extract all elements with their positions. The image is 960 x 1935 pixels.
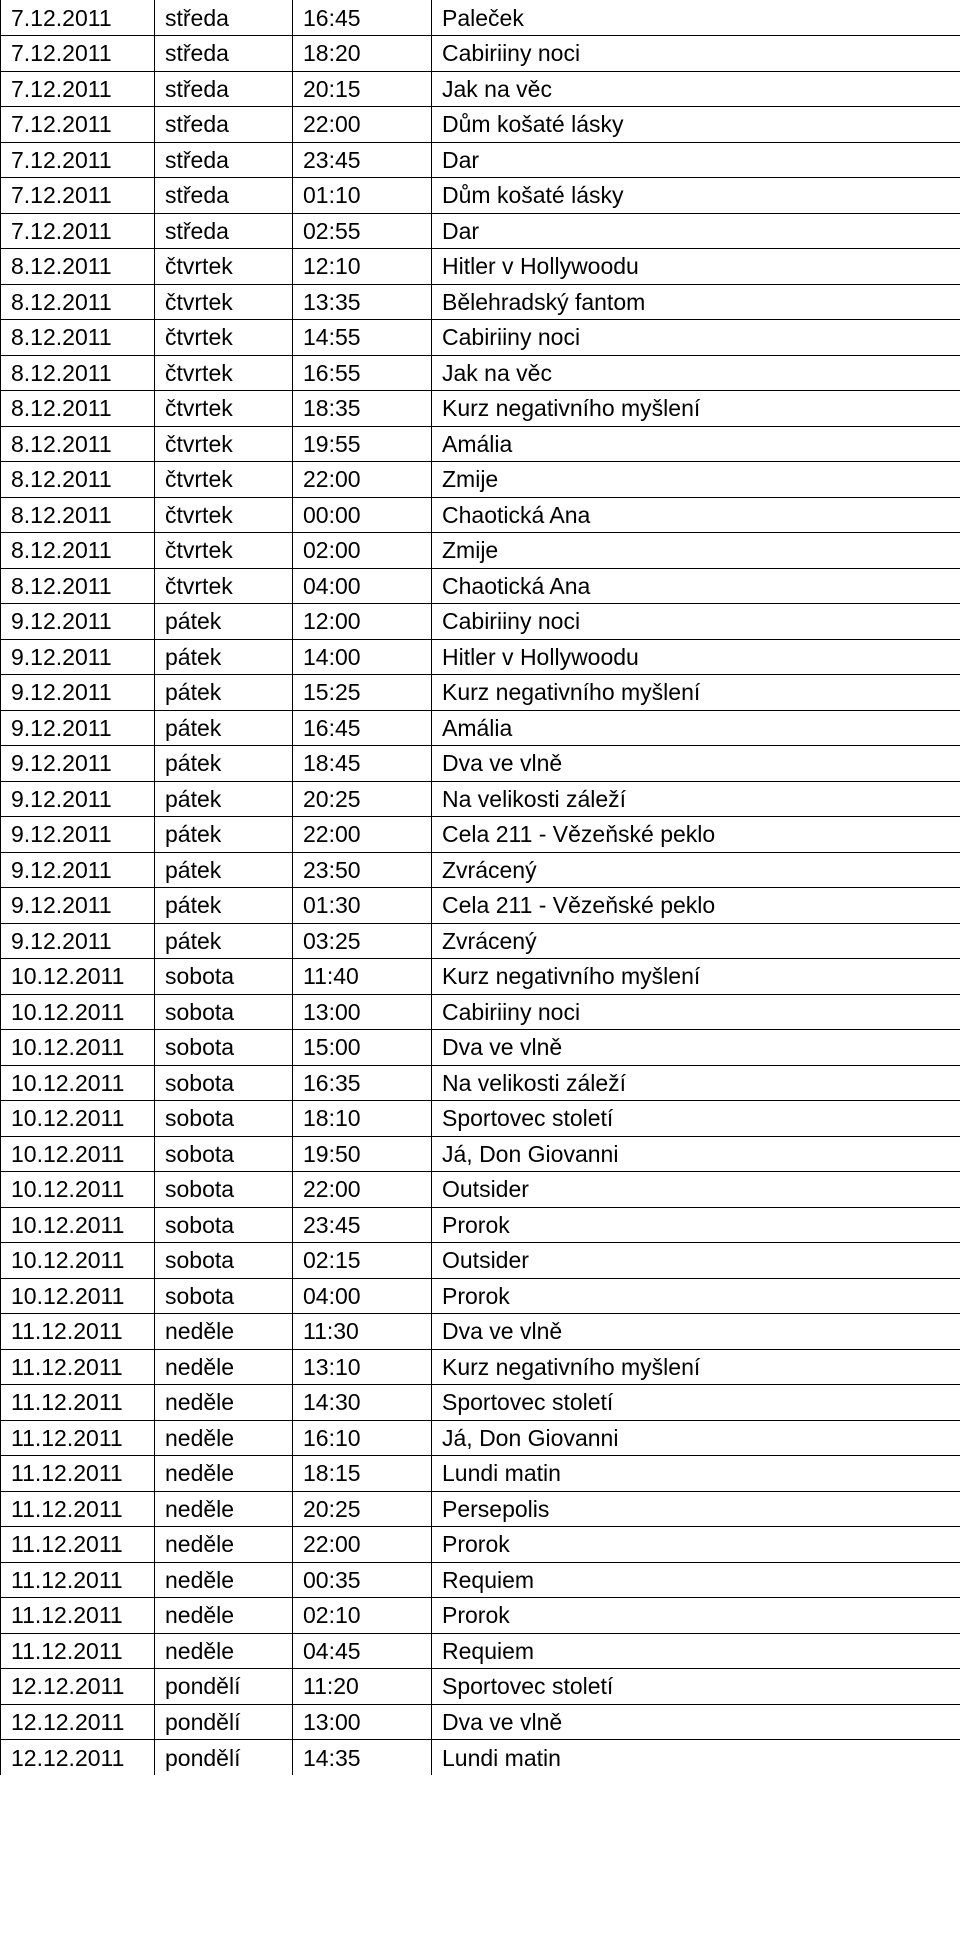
table-row bbox=[1, 1598, 960, 1634]
weekday-cell: pátek bbox=[155, 888, 293, 924]
film-title-cell: Amália bbox=[432, 426, 960, 462]
weekday-cell: čtvrtek bbox=[155, 533, 293, 569]
date-cell: 11.12.2011 bbox=[1, 1314, 155, 1350]
film-title-cell: Cabiriiny noci bbox=[432, 604, 960, 640]
film-title-cell: Jak na věc bbox=[432, 355, 960, 391]
weekday-cell: středa bbox=[155, 142, 293, 178]
time-cell: 15:00 bbox=[293, 1030, 432, 1066]
table-row bbox=[1, 675, 960, 711]
date-cell: 11.12.2011 bbox=[1, 1385, 155, 1421]
weekday-cell: středa bbox=[155, 71, 293, 107]
film-title-cell: Kurz negativního myšlení bbox=[432, 1349, 960, 1385]
date-cell: 8.12.2011 bbox=[1, 320, 155, 356]
time-cell: 16:45 bbox=[293, 0, 432, 36]
date-cell: 12.12.2011 bbox=[1, 1669, 155, 1705]
table-row bbox=[1, 1420, 960, 1456]
date-cell: 8.12.2011 bbox=[1, 249, 155, 285]
table-row bbox=[1, 746, 960, 782]
table-row bbox=[1, 1349, 960, 1385]
table-row bbox=[1, 1740, 960, 1776]
film-title-cell: Bělehradský fantom bbox=[432, 284, 960, 320]
film-title-cell: Dům košaté lásky bbox=[432, 107, 960, 143]
date-cell: 11.12.2011 bbox=[1, 1527, 155, 1563]
weekday-cell: neděle bbox=[155, 1527, 293, 1563]
table-row bbox=[1, 1704, 960, 1740]
weekday-cell: sobota bbox=[155, 1172, 293, 1208]
weekday-cell: středa bbox=[155, 36, 293, 72]
film-title-cell: Dva ve vlně bbox=[432, 746, 960, 782]
time-cell: 11:20 bbox=[293, 1669, 432, 1705]
table-row bbox=[1, 178, 960, 214]
time-cell: 13:10 bbox=[293, 1349, 432, 1385]
film-title-cell: Prorok bbox=[432, 1278, 960, 1314]
time-cell: 01:30 bbox=[293, 888, 432, 924]
table-row bbox=[1, 249, 960, 285]
time-cell: 22:00 bbox=[293, 1527, 432, 1563]
film-title-cell: Dva ve vlně bbox=[432, 1704, 960, 1740]
table-row bbox=[1, 1101, 960, 1137]
weekday-cell: neděle bbox=[155, 1385, 293, 1421]
date-cell: 8.12.2011 bbox=[1, 462, 155, 498]
time-cell: 15:25 bbox=[293, 675, 432, 711]
date-cell: 8.12.2011 bbox=[1, 497, 155, 533]
weekday-cell: sobota bbox=[155, 1207, 293, 1243]
table-row bbox=[1, 994, 960, 1030]
date-cell: 7.12.2011 bbox=[1, 142, 155, 178]
table-row bbox=[1, 604, 960, 640]
time-cell: 22:00 bbox=[293, 1172, 432, 1208]
weekday-cell: čtvrtek bbox=[155, 320, 293, 356]
weekday-cell: čtvrtek bbox=[155, 391, 293, 427]
film-title-cell: Zvrácený bbox=[432, 923, 960, 959]
time-cell: 02:15 bbox=[293, 1243, 432, 1279]
weekday-cell: sobota bbox=[155, 1278, 293, 1314]
table-row bbox=[1, 1314, 960, 1350]
table-row bbox=[1, 1172, 960, 1208]
film-title-cell: Kurz negativního myšlení bbox=[432, 391, 960, 427]
weekday-cell: neděle bbox=[155, 1314, 293, 1350]
date-cell: 7.12.2011 bbox=[1, 178, 155, 214]
film-title-cell: Dva ve vlně bbox=[432, 1314, 960, 1350]
table-row bbox=[1, 1633, 960, 1669]
date-cell: 10.12.2011 bbox=[1, 959, 155, 995]
film-title-cell: Amália bbox=[432, 710, 960, 746]
date-cell: 9.12.2011 bbox=[1, 675, 155, 711]
film-title-cell: Outsider bbox=[432, 1172, 960, 1208]
weekday-cell: pátek bbox=[155, 923, 293, 959]
weekday-cell: neděle bbox=[155, 1598, 293, 1634]
film-title-cell: Jak na věc bbox=[432, 71, 960, 107]
table-row bbox=[1, 71, 960, 107]
film-title-cell: Dar bbox=[432, 213, 960, 249]
date-cell: 9.12.2011 bbox=[1, 852, 155, 888]
table-row bbox=[1, 1456, 960, 1492]
table-row bbox=[1, 852, 960, 888]
date-cell: 7.12.2011 bbox=[1, 36, 155, 72]
film-title-cell: Paleček bbox=[432, 0, 960, 36]
film-title-cell: Cabiriiny noci bbox=[432, 994, 960, 1030]
date-cell: 8.12.2011 bbox=[1, 426, 155, 462]
table-row bbox=[1, 639, 960, 675]
date-cell: 11.12.2011 bbox=[1, 1491, 155, 1527]
schedule-body bbox=[1, 0, 960, 1775]
table-row bbox=[1, 1136, 960, 1172]
weekday-cell: neděle bbox=[155, 1349, 293, 1385]
time-cell: 20:25 bbox=[293, 781, 432, 817]
film-title-cell: Sportovec století bbox=[432, 1101, 960, 1137]
date-cell: 11.12.2011 bbox=[1, 1562, 155, 1598]
date-cell: 10.12.2011 bbox=[1, 1172, 155, 1208]
weekday-cell: pátek bbox=[155, 675, 293, 711]
film-title-cell: Já, Don Giovanni bbox=[432, 1420, 960, 1456]
date-cell: 9.12.2011 bbox=[1, 817, 155, 853]
film-title-cell: Dva ve vlně bbox=[432, 1030, 960, 1066]
table-row bbox=[1, 497, 960, 533]
time-cell: 20:15 bbox=[293, 71, 432, 107]
weekday-cell: čtvrtek bbox=[155, 497, 293, 533]
film-title-cell: Requiem bbox=[432, 1562, 960, 1598]
table-row bbox=[1, 817, 960, 853]
film-title-cell: Outsider bbox=[432, 1243, 960, 1279]
film-title-cell: Dar bbox=[432, 142, 960, 178]
weekday-cell: sobota bbox=[155, 1136, 293, 1172]
date-cell: 12.12.2011 bbox=[1, 1740, 155, 1776]
date-cell: 9.12.2011 bbox=[1, 923, 155, 959]
weekday-cell: čtvrtek bbox=[155, 249, 293, 285]
time-cell: 23:50 bbox=[293, 852, 432, 888]
film-title-cell: Requiem bbox=[432, 1633, 960, 1669]
time-cell: 18:20 bbox=[293, 36, 432, 72]
table-row bbox=[1, 1030, 960, 1066]
weekday-cell: středa bbox=[155, 107, 293, 143]
weekday-cell: pátek bbox=[155, 852, 293, 888]
film-title-cell: Zmije bbox=[432, 533, 960, 569]
weekday-cell: sobota bbox=[155, 1243, 293, 1279]
time-cell: 16:55 bbox=[293, 355, 432, 391]
weekday-cell: neděle bbox=[155, 1491, 293, 1527]
table-row bbox=[1, 107, 960, 143]
time-cell: 04:00 bbox=[293, 568, 432, 604]
weekday-cell: pátek bbox=[155, 746, 293, 782]
table-row bbox=[1, 0, 960, 36]
time-cell: 01:10 bbox=[293, 178, 432, 214]
time-cell: 18:35 bbox=[293, 391, 432, 427]
table-row bbox=[1, 1243, 960, 1279]
weekday-cell: sobota bbox=[155, 1030, 293, 1066]
table-row bbox=[1, 1385, 960, 1421]
weekday-cell: čtvrtek bbox=[155, 462, 293, 498]
time-cell: 20:25 bbox=[293, 1491, 432, 1527]
weekday-cell: středa bbox=[155, 213, 293, 249]
date-cell: 7.12.2011 bbox=[1, 107, 155, 143]
weekday-cell: sobota bbox=[155, 994, 293, 1030]
date-cell: 11.12.2011 bbox=[1, 1349, 155, 1385]
time-cell: 13:00 bbox=[293, 1704, 432, 1740]
table-row bbox=[1, 959, 960, 995]
weekday-cell: středa bbox=[155, 0, 293, 36]
time-cell: 04:45 bbox=[293, 1633, 432, 1669]
weekday-cell: sobota bbox=[155, 959, 293, 995]
weekday-cell: středa bbox=[155, 178, 293, 214]
table-row bbox=[1, 781, 960, 817]
film-title-cell: Chaotická Ana bbox=[432, 497, 960, 533]
film-title-cell: Hitler v Hollywoodu bbox=[432, 249, 960, 285]
time-cell: 18:10 bbox=[293, 1101, 432, 1137]
weekday-cell: čtvrtek bbox=[155, 355, 293, 391]
weekday-cell: sobota bbox=[155, 1101, 293, 1137]
time-cell: 16:10 bbox=[293, 1420, 432, 1456]
time-cell: 11:40 bbox=[293, 959, 432, 995]
time-cell: 18:45 bbox=[293, 746, 432, 782]
weekday-cell: pátek bbox=[155, 639, 293, 675]
weekday-cell: pondělí bbox=[155, 1704, 293, 1740]
table-row bbox=[1, 284, 960, 320]
time-cell: 13:35 bbox=[293, 284, 432, 320]
date-cell: 11.12.2011 bbox=[1, 1456, 155, 1492]
film-title-cell: Lundi matin bbox=[432, 1456, 960, 1492]
weekday-cell: neděle bbox=[155, 1456, 293, 1492]
time-cell: 22:00 bbox=[293, 462, 432, 498]
table-row bbox=[1, 923, 960, 959]
film-title-cell: Sportovec století bbox=[432, 1669, 960, 1705]
film-title-cell: Cela 211 - Vězeňské peklo bbox=[432, 888, 960, 924]
film-title-cell: Na velikosti záleží bbox=[432, 781, 960, 817]
date-cell: 8.12.2011 bbox=[1, 533, 155, 569]
weekday-cell: neděle bbox=[155, 1562, 293, 1598]
date-cell: 11.12.2011 bbox=[1, 1633, 155, 1669]
weekday-cell: pondělí bbox=[155, 1669, 293, 1705]
table-row bbox=[1, 1065, 960, 1101]
time-cell: 19:50 bbox=[293, 1136, 432, 1172]
table-row bbox=[1, 391, 960, 427]
time-cell: 11:30 bbox=[293, 1314, 432, 1350]
date-cell: 12.12.2011 bbox=[1, 1704, 155, 1740]
date-cell: 10.12.2011 bbox=[1, 1207, 155, 1243]
time-cell: 00:35 bbox=[293, 1562, 432, 1598]
table-row bbox=[1, 568, 960, 604]
date-cell: 9.12.2011 bbox=[1, 746, 155, 782]
time-cell: 03:25 bbox=[293, 923, 432, 959]
table-row bbox=[1, 426, 960, 462]
time-cell: 22:00 bbox=[293, 817, 432, 853]
date-cell: 9.12.2011 bbox=[1, 710, 155, 746]
table-row bbox=[1, 1207, 960, 1243]
film-title-cell: Prorok bbox=[432, 1207, 960, 1243]
time-cell: 04:00 bbox=[293, 1278, 432, 1314]
weekday-cell: pátek bbox=[155, 781, 293, 817]
film-title-cell: Zmije bbox=[432, 462, 960, 498]
date-cell: 7.12.2011 bbox=[1, 0, 155, 36]
time-cell: 16:45 bbox=[293, 710, 432, 746]
film-title-cell: Persepolis bbox=[432, 1491, 960, 1527]
table-row bbox=[1, 36, 960, 72]
date-cell: 10.12.2011 bbox=[1, 1136, 155, 1172]
table-row bbox=[1, 1562, 960, 1598]
date-cell: 9.12.2011 bbox=[1, 781, 155, 817]
film-title-cell: Cabiriiny noci bbox=[432, 320, 960, 356]
table-row bbox=[1, 320, 960, 356]
weekday-cell: pátek bbox=[155, 710, 293, 746]
time-cell: 16:35 bbox=[293, 1065, 432, 1101]
date-cell: 9.12.2011 bbox=[1, 604, 155, 640]
time-cell: 02:10 bbox=[293, 1598, 432, 1634]
table-row bbox=[1, 888, 960, 924]
film-title-cell: Prorok bbox=[432, 1527, 960, 1563]
weekday-cell: čtvrtek bbox=[155, 284, 293, 320]
time-cell: 18:15 bbox=[293, 1456, 432, 1492]
table-row bbox=[1, 462, 960, 498]
date-cell: 10.12.2011 bbox=[1, 1101, 155, 1137]
table-row bbox=[1, 1527, 960, 1563]
table-row bbox=[1, 355, 960, 391]
table-row bbox=[1, 1278, 960, 1314]
film-title-cell: Zvrácený bbox=[432, 852, 960, 888]
film-title-cell: Cela 211 - Vězeňské peklo bbox=[432, 817, 960, 853]
weekday-cell: neděle bbox=[155, 1420, 293, 1456]
film-title-cell: Kurz negativního myšlení bbox=[432, 675, 960, 711]
time-cell: 00:00 bbox=[293, 497, 432, 533]
film-title-cell: Dům košaté lásky bbox=[432, 178, 960, 214]
film-title-cell: Cabiriiny noci bbox=[432, 36, 960, 72]
date-cell: 10.12.2011 bbox=[1, 1243, 155, 1279]
weekday-cell: pátek bbox=[155, 817, 293, 853]
weekday-cell: neděle bbox=[155, 1633, 293, 1669]
time-cell: 14:00 bbox=[293, 639, 432, 675]
film-title-cell: Sportovec století bbox=[432, 1385, 960, 1421]
table-row bbox=[1, 1491, 960, 1527]
date-cell: 10.12.2011 bbox=[1, 1278, 155, 1314]
time-cell: 23:45 bbox=[293, 142, 432, 178]
date-cell: 9.12.2011 bbox=[1, 639, 155, 675]
table-row bbox=[1, 1669, 960, 1705]
date-cell: 7.12.2011 bbox=[1, 213, 155, 249]
table-row bbox=[1, 213, 960, 249]
time-cell: 13:00 bbox=[293, 994, 432, 1030]
film-title-cell: Prorok bbox=[432, 1598, 960, 1634]
film-title-cell: Já, Don Giovanni bbox=[432, 1136, 960, 1172]
time-cell: 14:35 bbox=[293, 1740, 432, 1776]
table-row bbox=[1, 142, 960, 178]
weekday-cell: čtvrtek bbox=[155, 426, 293, 462]
weekday-cell: sobota bbox=[155, 1065, 293, 1101]
table-row bbox=[1, 710, 960, 746]
weekday-cell: pondělí bbox=[155, 1740, 293, 1776]
date-cell: 8.12.2011 bbox=[1, 355, 155, 391]
time-cell: 12:00 bbox=[293, 604, 432, 640]
time-cell: 02:55 bbox=[293, 213, 432, 249]
film-title-cell: Hitler v Hollywoodu bbox=[432, 639, 960, 675]
time-cell: 14:30 bbox=[293, 1385, 432, 1421]
weekday-cell: čtvrtek bbox=[155, 568, 293, 604]
time-cell: 02:00 bbox=[293, 533, 432, 569]
film-title-cell: Lundi matin bbox=[432, 1740, 960, 1776]
time-cell: 22:00 bbox=[293, 107, 432, 143]
time-cell: 12:10 bbox=[293, 249, 432, 285]
time-cell: 19:55 bbox=[293, 426, 432, 462]
weekday-cell: pátek bbox=[155, 604, 293, 640]
film-title-cell: Na velikosti záleží bbox=[432, 1065, 960, 1101]
date-cell: 9.12.2011 bbox=[1, 888, 155, 924]
date-cell: 8.12.2011 bbox=[1, 568, 155, 604]
date-cell: 11.12.2011 bbox=[1, 1420, 155, 1456]
date-cell: 8.12.2011 bbox=[1, 391, 155, 427]
time-cell: 14:55 bbox=[293, 320, 432, 356]
date-cell: 10.12.2011 bbox=[1, 1065, 155, 1101]
time-cell: 23:45 bbox=[293, 1207, 432, 1243]
date-cell: 7.12.2011 bbox=[1, 71, 155, 107]
date-cell: 10.12.2011 bbox=[1, 1030, 155, 1066]
date-cell: 8.12.2011 bbox=[1, 284, 155, 320]
film-title-cell: Chaotická Ana bbox=[432, 568, 960, 604]
film-title-cell: Kurz negativního myšlení bbox=[432, 959, 960, 995]
date-cell: 10.12.2011 bbox=[1, 994, 155, 1030]
table-row bbox=[1, 533, 960, 569]
date-cell: 11.12.2011 bbox=[1, 1598, 155, 1634]
